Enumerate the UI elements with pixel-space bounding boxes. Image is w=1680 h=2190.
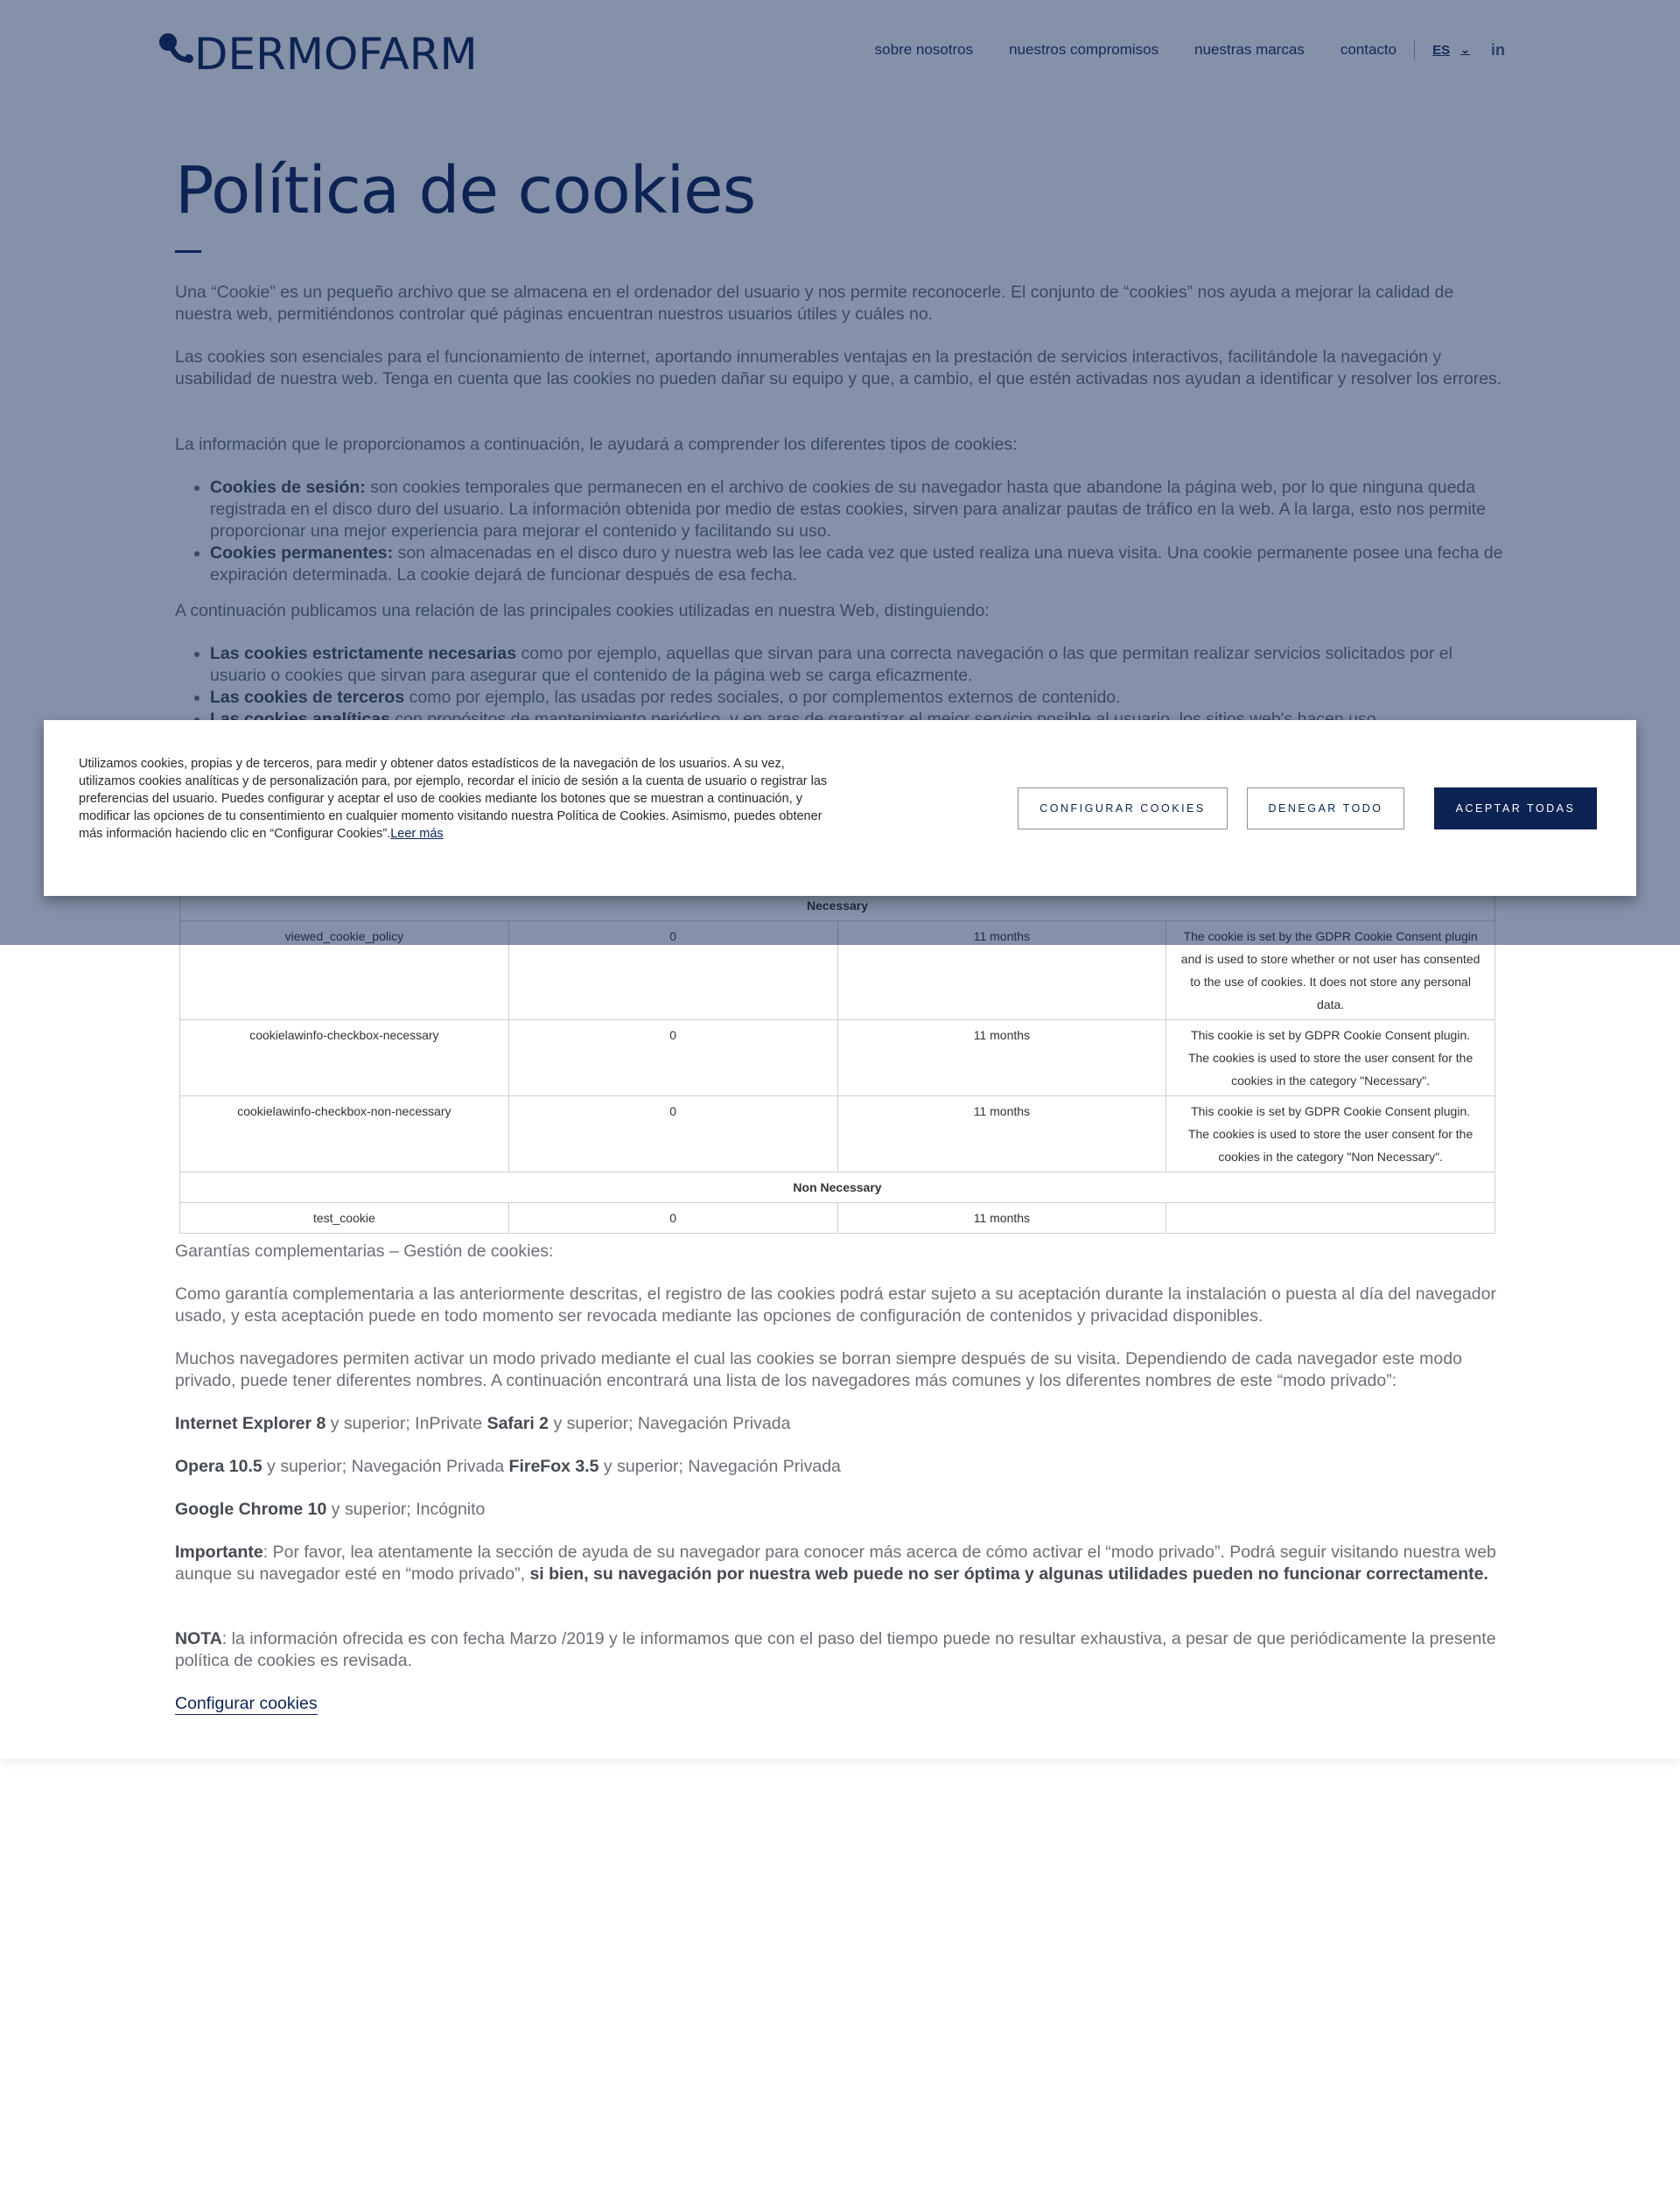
table-row [180,1096,1495,1172]
cookie-expiry: 11 months [837,1096,1166,1172]
cookie-value: 0 [508,1096,837,1172]
configure-cookies-link[interactable]: Configurar cookies [175,1694,318,1713]
configurar-paragraph [175,1693,318,1715]
configure-cookies-button[interactable]: CONFIGURAR COOKIES [1018,787,1228,829]
cookie-value: 0 [508,1203,837,1234]
private-mode-paragraph: Muchos navegadores permiten activar un modo privado mediante el cual las cookies se borran siempre después de su visita. Dependiendo de cada navegador este modo privado, puede tener diferentes nombres. A continuación encontrará una lista de los navegadores más comunes y los diferentes nombres de este “modo privado”: [175,1349,1462,1390]
nota-label: NOTA [175,1629,222,1648]
deny-all-button[interactable]: DENEGAR TODO [1247,787,1404,829]
browser-mode: y superior; Navegación Privada [262,1457,509,1476]
table-category-row [180,1172,1495,1203]
nota-paragraph [175,1628,1505,1672]
cookie-description: This cookie is set by GDPR Cookie Consent plugin. The cookies is used to store the user consent for the cookies in the category "Necessary". [1166,1020,1495,1096]
banner-message: Utilizamos cookies, propias y de terceros, para medir y obtener datos estadísticos de la navegación de los usuarios. A su vez, utilizamos cookies analíticas y de personalización para, por ejemplo, recordar el inicio de sesión a la cuenta de usuario o registrar las preferencias del usuario. Puedes configurar y aceptar el uso de cookies mediante los botones que se muestran a continuación, y modificar las opciones de tu consentimiento en cualquier momento visitando nuestra Política de Cookies. Asimismo, puedes obtener más información haciendo clic en “Configurar Cookies”. [79,757,828,841]
importante-paragraph [175,1542,1505,1585]
importante-bold: si bien, su navegación por nuestra web puede no ser óptima y algunas utilidades pueden no funcionar correctamente. [529,1564,1488,1584]
importante-text: : Por favor, lea atentamente la sección de ayuda de su navegador para conocer más acerca de cómo activar el “modo privado”. Podrá seguir visitando nuestra web aunque su navegador esté en “modo privado”, [175,1543,1496,1584]
browsers-line-2 [175,1456,841,1478]
table-row [180,1020,1495,1096]
nota-text: : la información ofrecida es con fecha Marzo /2019 y le informamos que con el paso del tiempo puede no resultar exhaustiva, a pesar de que periódicamente la presente política de cookies es revisada. [175,1629,1496,1670]
cookie-name: cookielawinfo-checkbox-necessary [180,1020,509,1096]
browser-name: Opera 10.5 [175,1457,262,1476]
read-more-link[interactable]: Leer más [390,827,444,841]
cookie-description [1166,1203,1495,1234]
browsers-line-3 [175,1499,485,1521]
category-non-necessary: Non Necessary [180,1172,1495,1203]
cookie-description: This cookie is set by GDPR Cookie Consent plugin. The cookies is used to store the user consent for the cookies in the category "Non Necessary". [1166,1096,1495,1172]
browsers-line-1 [175,1413,790,1435]
browser-name: FireFox 3.5 [508,1457,599,1476]
cookie-description: and is used to store whether or not user has consented to the use of cookies. It does not store any personal data. [1166,921,1495,1020]
browser-mode: y superior; Navegación Privada [598,1457,841,1476]
cookie-value: 0 [508,1020,837,1096]
browser-name: Safari 2 [486,1414,550,1433]
browser-name: Internet Explorer 8 [175,1414,326,1433]
browser-mode: y superior; InPrivate [326,1414,487,1433]
cookie-expiry: 11 months [837,1203,1166,1234]
garantias-title: Garantías complementarias – Gestión de cookies: [175,1242,554,1261]
importante-label: Importante [175,1543,263,1562]
cookie-consent-banner [44,720,1636,896]
browser-mode: y superior; Navegación Privada [549,1414,791,1433]
cookie-name: cookielawinfo-checkbox-non-necessary [180,1096,509,1172]
garantias-paragraph: Como garantía complementaria a las anteriormente descritas, el registro de las cookies podrá estar sujeto a su aceptación durante la instalación o puesta al día del navegador usado, y esta aceptación puede en todo momento ser revocada mediante las opciones de configuración de contenidos y privacidad disponibles. [175,1284,1496,1326]
cookie-banner-text [79,755,840,843]
browser-mode: y superior; Incógnito [326,1500,486,1519]
accept-all-button[interactable]: ACEPTAR TODAS [1434,787,1597,829]
browser-name: Google Chrome 10 [175,1500,327,1519]
table-row [180,1203,1495,1234]
cookie-expiry: 11 months [837,1020,1166,1096]
cookie-name: test_cookie [180,1203,509,1234]
